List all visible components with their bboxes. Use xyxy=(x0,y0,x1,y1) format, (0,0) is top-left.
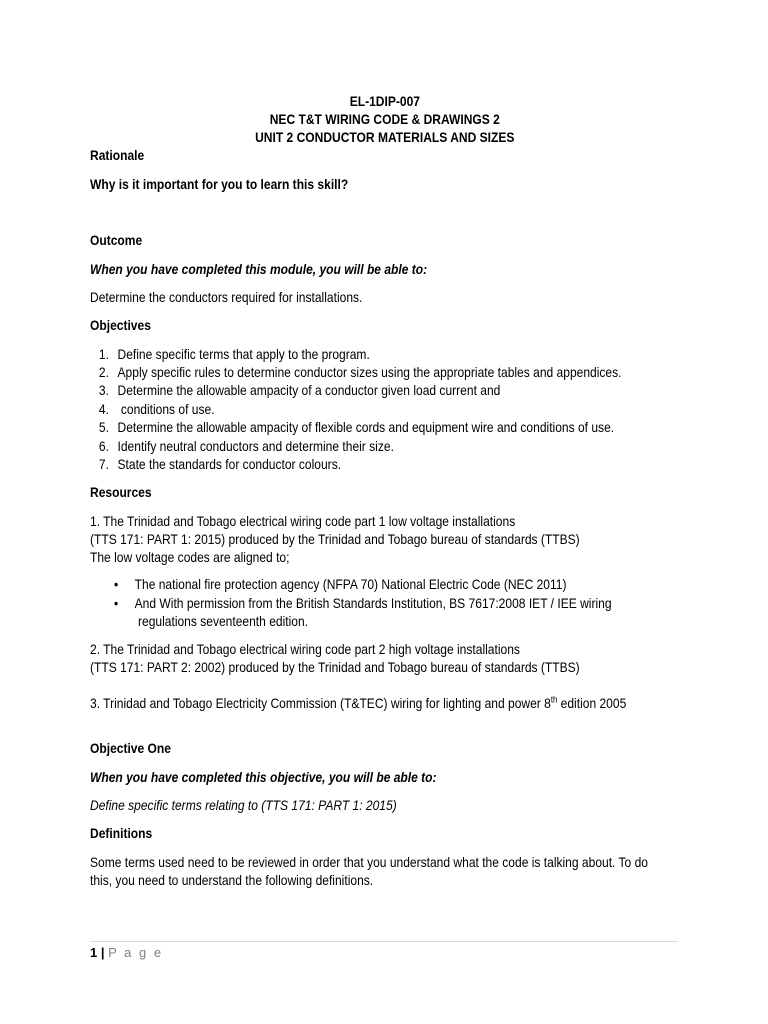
outcome-text: Determine the conductors required for installations. xyxy=(90,289,363,305)
objective-one-lead: When you have completed this objective, you will be able to: xyxy=(90,769,437,785)
resource-1-line-3: The low voltage codes are aligned to; xyxy=(90,549,290,565)
definitions-line-2: this, you need to understand the following definitions. xyxy=(90,872,374,888)
resource-1-line-2: (TTS 171: PART 1: 2015) produced by the Trinidad and Tobago bureau of standards (TTBS) xyxy=(90,531,580,547)
rationale-heading: Rationale xyxy=(90,147,145,163)
document-code: EL-1DIP-007 xyxy=(349,93,421,109)
bullet-icon: • xyxy=(114,576,119,592)
objective-one-heading: Objective One xyxy=(90,740,171,756)
objective-item: 2. Apply specific rules to determine conductor sizes using the appropriate tables and appendices. xyxy=(98,364,622,380)
outcome-lead: When you have completed this module, you will be able to: xyxy=(90,261,428,277)
footer-divider xyxy=(90,941,678,942)
course-title: NEC T&T WIRING CODE & DRAWINGS 2 xyxy=(269,111,501,127)
footer-separator: | xyxy=(100,945,105,960)
unit-title: UNIT 2 CONDUCTOR MATERIALS AND SIZES xyxy=(255,129,515,145)
resource-1-line-1: 1. The Trinidad and Tobago electrical wiring code part 1 low voltage installations xyxy=(90,513,516,529)
objective-item: 3. Determine the allowable ampacity of a conductor given load current and xyxy=(98,382,501,398)
resource-3: 3. Trinidad and Tobago Electricity Commission (T&TEC) wiring for lighting and power 8th edition 2005 xyxy=(90,694,627,711)
page-number: 1 xyxy=(90,945,98,960)
objective-item: 1. Define specific terms that apply to the program. xyxy=(98,346,370,362)
objective-one-text: Define specific terms relating to (TTS 171: PART 1: 2015) xyxy=(90,797,397,813)
resources-heading: Resources xyxy=(90,484,152,500)
objective-item: 7. State the standards for conductor colours. xyxy=(98,456,342,472)
definitions-line-1: Some terms used need to be reviewed in order that you understand what the code is talking about. To do xyxy=(90,854,648,870)
bullet-icon: • xyxy=(114,595,119,611)
bullet-item: • And With permission from the British Standards Institution, BS 7617:2008 IET / IEE wiring xyxy=(114,595,612,611)
objectives-heading: Objectives xyxy=(90,317,151,333)
objective-item: 4. conditions of use. xyxy=(98,401,215,417)
resource-2-line-1: 2. The Trinidad and Tobago electrical wiring code part 2 high voltage installations xyxy=(90,641,520,657)
objective-item: 5. Determine the allowable ampacity of flexible cords and equipment wire and conditions of use. xyxy=(98,419,615,435)
page-footer xyxy=(90,944,163,962)
rationale-question: Why is it important for you to learn this skill? xyxy=(90,176,349,192)
objective-item: 6. Identify neutral conductors and determine their size. xyxy=(98,438,394,454)
outcome-heading: Outcome xyxy=(90,232,143,248)
bullet-item-continuation: regulations seventeenth edition. xyxy=(138,613,309,629)
resource-2-line-2: (TTS 171: PART 2: 2002) produced by the Trinidad and Tobago bureau of standards (TTBS) xyxy=(90,659,580,675)
definitions-heading: Definitions xyxy=(90,825,153,841)
bullet-item: • The national fire protection agency (NFPA 70) National Electric Code (NEC 2011) xyxy=(114,576,567,592)
page-label: P a g e xyxy=(108,945,164,960)
